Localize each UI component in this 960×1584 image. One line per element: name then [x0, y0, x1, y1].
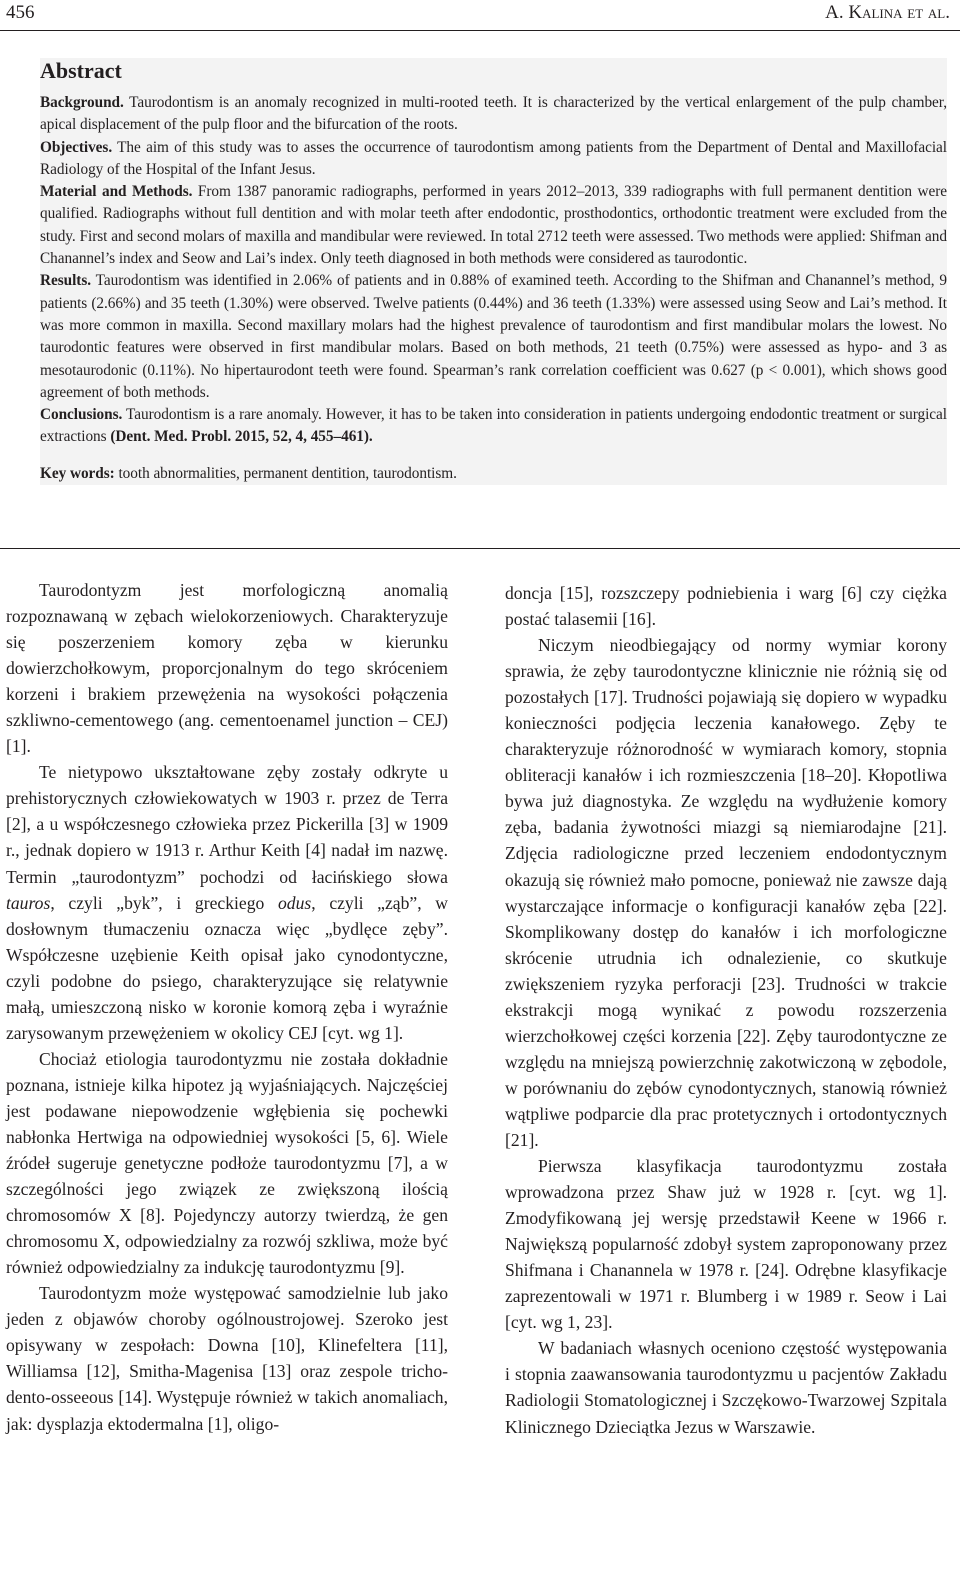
abstract-conclusions	[40, 404, 947, 449]
text-run: Te nietypowo ukształtowane zęby zostały odkryte u prehistorycznych człowiekowatych w 1903 r. przez de Terra [2], a u współczesnego człowieka przez Pickerilla [3] w 1909 r., jednak dopiero w 1913 r. Arthur Keith [4] nadał im nazwę. Termin „taurodontyzm” pochodzi od łacińskiego słowa	[6, 762, 448, 887]
header-rule	[0, 30, 960, 31]
keywords	[40, 463, 947, 485]
results-text: Taurodontism was identified in 2.06% of patients and in 0.88% of examined teeth. According to the Shifman and Chanannel’s method, 9 patients (2.66%) and 35 teeth (1.30%) were observed. Twelve patients (0.44%) and 36 teeth (1.33%) were assessed using Seow and Lai’s method. It was more common in maxilla. Second maxillary molars had the highest prevalence of taurodontism and first mandibular molars the lowest. No taurodontic features were observed in first mandibular molars. Based on both methods, 21 teeth (0.75%) were assessed as hypo- and 3 as mesotaurodonic (0.11%). No hipertaurodont teeth were found. Spearman’s rank correlation coefficient was 0.627 (p < 0.001), which shows good agreement of both methods.	[40, 272, 947, 401]
objectives-text: The aim of this study was to asses the occurrence of taurodontism among patients from the Department of Dental and Maxillofacial Radiology of the Hospital of the Infant Jesus.	[40, 138, 947, 178]
paragraph: Taurodontyzm może występować samodzielnie lub jako jeden z objawów choroby ogólnoustrojowej. Szeroko jest opisywany w zespołach: Downa [10], Klinefeltera [11], Williamsa [12], Smitha-Magenisa [13] oraz zespole tricho-dento-osseeous [14]. Występuje również w takich anomaliach, jak: dysplazja ektodermalna [1], oligo-	[6, 1283, 448, 1434]
abstract-background	[40, 92, 947, 137]
abstract-results	[40, 270, 947, 404]
body-column-right	[505, 580, 947, 1440]
page-number: 456	[6, 2, 35, 23]
keywords-text: tooth abnormalities, permanent dentition, taurodontism.	[114, 464, 457, 482]
conclusions-text: Taurodontism is a rare anomaly. However, it has to be taken into consideration in patients undergoing endodontic treatment or surgical extractions	[40, 406, 947, 446]
abstract-divider	[0, 548, 960, 549]
paragraph: Chociaż etiologia taurodontyzmu nie została dokładnie poznana, istnieje kilka hipotez ją wyjaśniających. Najczęściej jest podawane niepowodzenie wgłębienia się pochewki nabłonka Hertwiga na odpowiedniej wysokości [5, 6]. Wiele źródeł sugeruje genetyczne podłoże taurodontyzmu [7], a w szczególności jego związek ze zwiększoną ilością chromosomów X [8]. Pojedynczy autorzy twierdzą, że gen chromosomu X, odpowiedzialny za rozwój szkliwa, może być również odpowiedzialny za indukcję taurodontyzmu [9].	[6, 1048, 448, 1278]
paragraph	[6, 759, 448, 1046]
body-column-left	[6, 577, 448, 1437]
background-text: Taurodontism is an anomaly recognized in multi-rooted teeth. It is characterized by the vertical enlargement of the pulp chamber, apical displacement of the pulp floor and the bifurcation of the roots.	[40, 94, 947, 134]
methods-label: Material and Methods.	[40, 183, 193, 201]
paragraph: Pierwsza klasyfikacja taurodontyzmu została wprowadzona przez Shaw już w 1928 r. [cyt. wg 1]. Zmodyfikowaną jej wersję przedstawił Keene w 1966 r. Największą popularność zdobył system zaproponowany przez Shifmana i Chanannela w 1978 r. [24]. Odrębne klasyfikacje zaprezentowali w 1971 r. Blumberg i w 1989 r. Seow i Lai [cyt. wg 1, 23].	[505, 1156, 947, 1333]
abstract-box	[40, 58, 947, 485]
objectives-label: Objectives.	[40, 138, 113, 156]
paragraph: Niczym nieodbiegający od normy wymiar korony sprawia, że zęby taurodontyczne klinicznie nie różnią się od pozostałych [17]. Trudności pojawiają się dopiero w wypadku konieczności podjęcia leczenia kanałowego. Zęby te charakteryzuje różnorodność w wymiarach komory, stopnia obliteracji kanałów i ich rozmieszczenia [18–20]. Kłopotliwa bywa już diagnostyka. Ze względu na wydłużenie komory zęba, badania żywotności miazgi są niemiarodajne [21]. Zdjęcia radiologiczne przed leczeniem endodontycznym okazują się również mało pomocne, ponieważ nie zawsze dają wystarczające informacje o konfiguracji kanałów zęba [22]. Skomplikowany dostęp do kanałów i ich morfologiczne skrócenie utrudnia ich odnalezienie, co skutkuje zwiększeniem ryzyka perforacji [23]. Trudności w trakcie ekstrakcji mogą wynikać z powodu rozszerzenia wierzchołkowej części korzenia [22]. Zęby taurodontyczne ze względu na mniejszą powierzchnię zakotwiczoną w zębodole, w porównaniu do zębów cynodontycznych, stanowią również wątpliwe podparcie dla prac protetycznych i ortodontycznych [21].	[505, 635, 947, 1150]
text-run: , czyli „ząb”, w dosłownym tłumaczeniu oznacza więc „bydlęce zęby”. Współczesne uzębienie Keith opisał jako cynodontyczne, czyli podobne do psiego, charakteryzujące się relatywnie małą, umieszczoną nisko w koronie komorą zęba i wyraźnie zarysowanym przewężeniem w okolicy CEJ [cyt. wg 1].	[6, 892, 448, 1043]
paragraph: Taurodontyzm jest morfologiczną anomalią rozpoznawaną w zębach wielokorzeniowych. Charakteryzuje się poszerzeniem komory zęba w kierunku dowierzchołkowym, proporcjonalnym do tego skróceniem korzeni i brakiem przewężenia na wysokości połączenia szkliwno-cementowego (ang. cementoenamel junction – CEJ) [1].	[6, 580, 448, 757]
abstract-methods	[40, 181, 947, 270]
italic-term: odus	[277, 892, 312, 913]
abstract-heading: Abstract	[40, 58, 122, 83]
paragraph: W badaniach własnych oceniono częstość występowania i stopnia zaawansowania taurodontyzmu u pacjentów Zakładu Radiologii Stomatologicznej i Szczękowo-Twarzowej Szpitala Klinicznego Dzieciątka Jezus w Warszawie.	[505, 1338, 947, 1437]
citation: (Dent. Med. Probl. 2015, 52, 4, 455–461).	[110, 428, 373, 446]
results-label: Results.	[40, 272, 92, 290]
italic-term: tauros	[6, 892, 51, 913]
background-label: Background.	[40, 94, 124, 111]
keywords-label: Key words:	[40, 464, 115, 482]
text-run: , czyli „byk”, i greckiego	[50, 892, 278, 913]
methods-text: From 1387 panoramic radiographs, performed in years 2012–2013, 339 radiographs with full permanent dentition were qualified. Radiographs without full dentition and with molar teeth after endodontic, prosthodontics, orthodontic treatment were excluded from the study. First and second molars of maxilla and mandibular were reviewed. In total 2712 teeth were assessed. Two methods were applied: Shifman and Chanannel’s index and Seow and Lai’s index. Only teeth diagnosed in both methods were considered as taurodontic.	[40, 183, 947, 268]
abstract-objectives	[40, 137, 947, 182]
running-header-authors: A. Kalina et al.	[825, 2, 950, 23]
conclusions-label: Conclusions.	[40, 406, 123, 424]
paragraph: doncja [15], rozszczepy podniebienia i warg [6] czy ciężka postać talasemii [16].	[505, 583, 947, 630]
